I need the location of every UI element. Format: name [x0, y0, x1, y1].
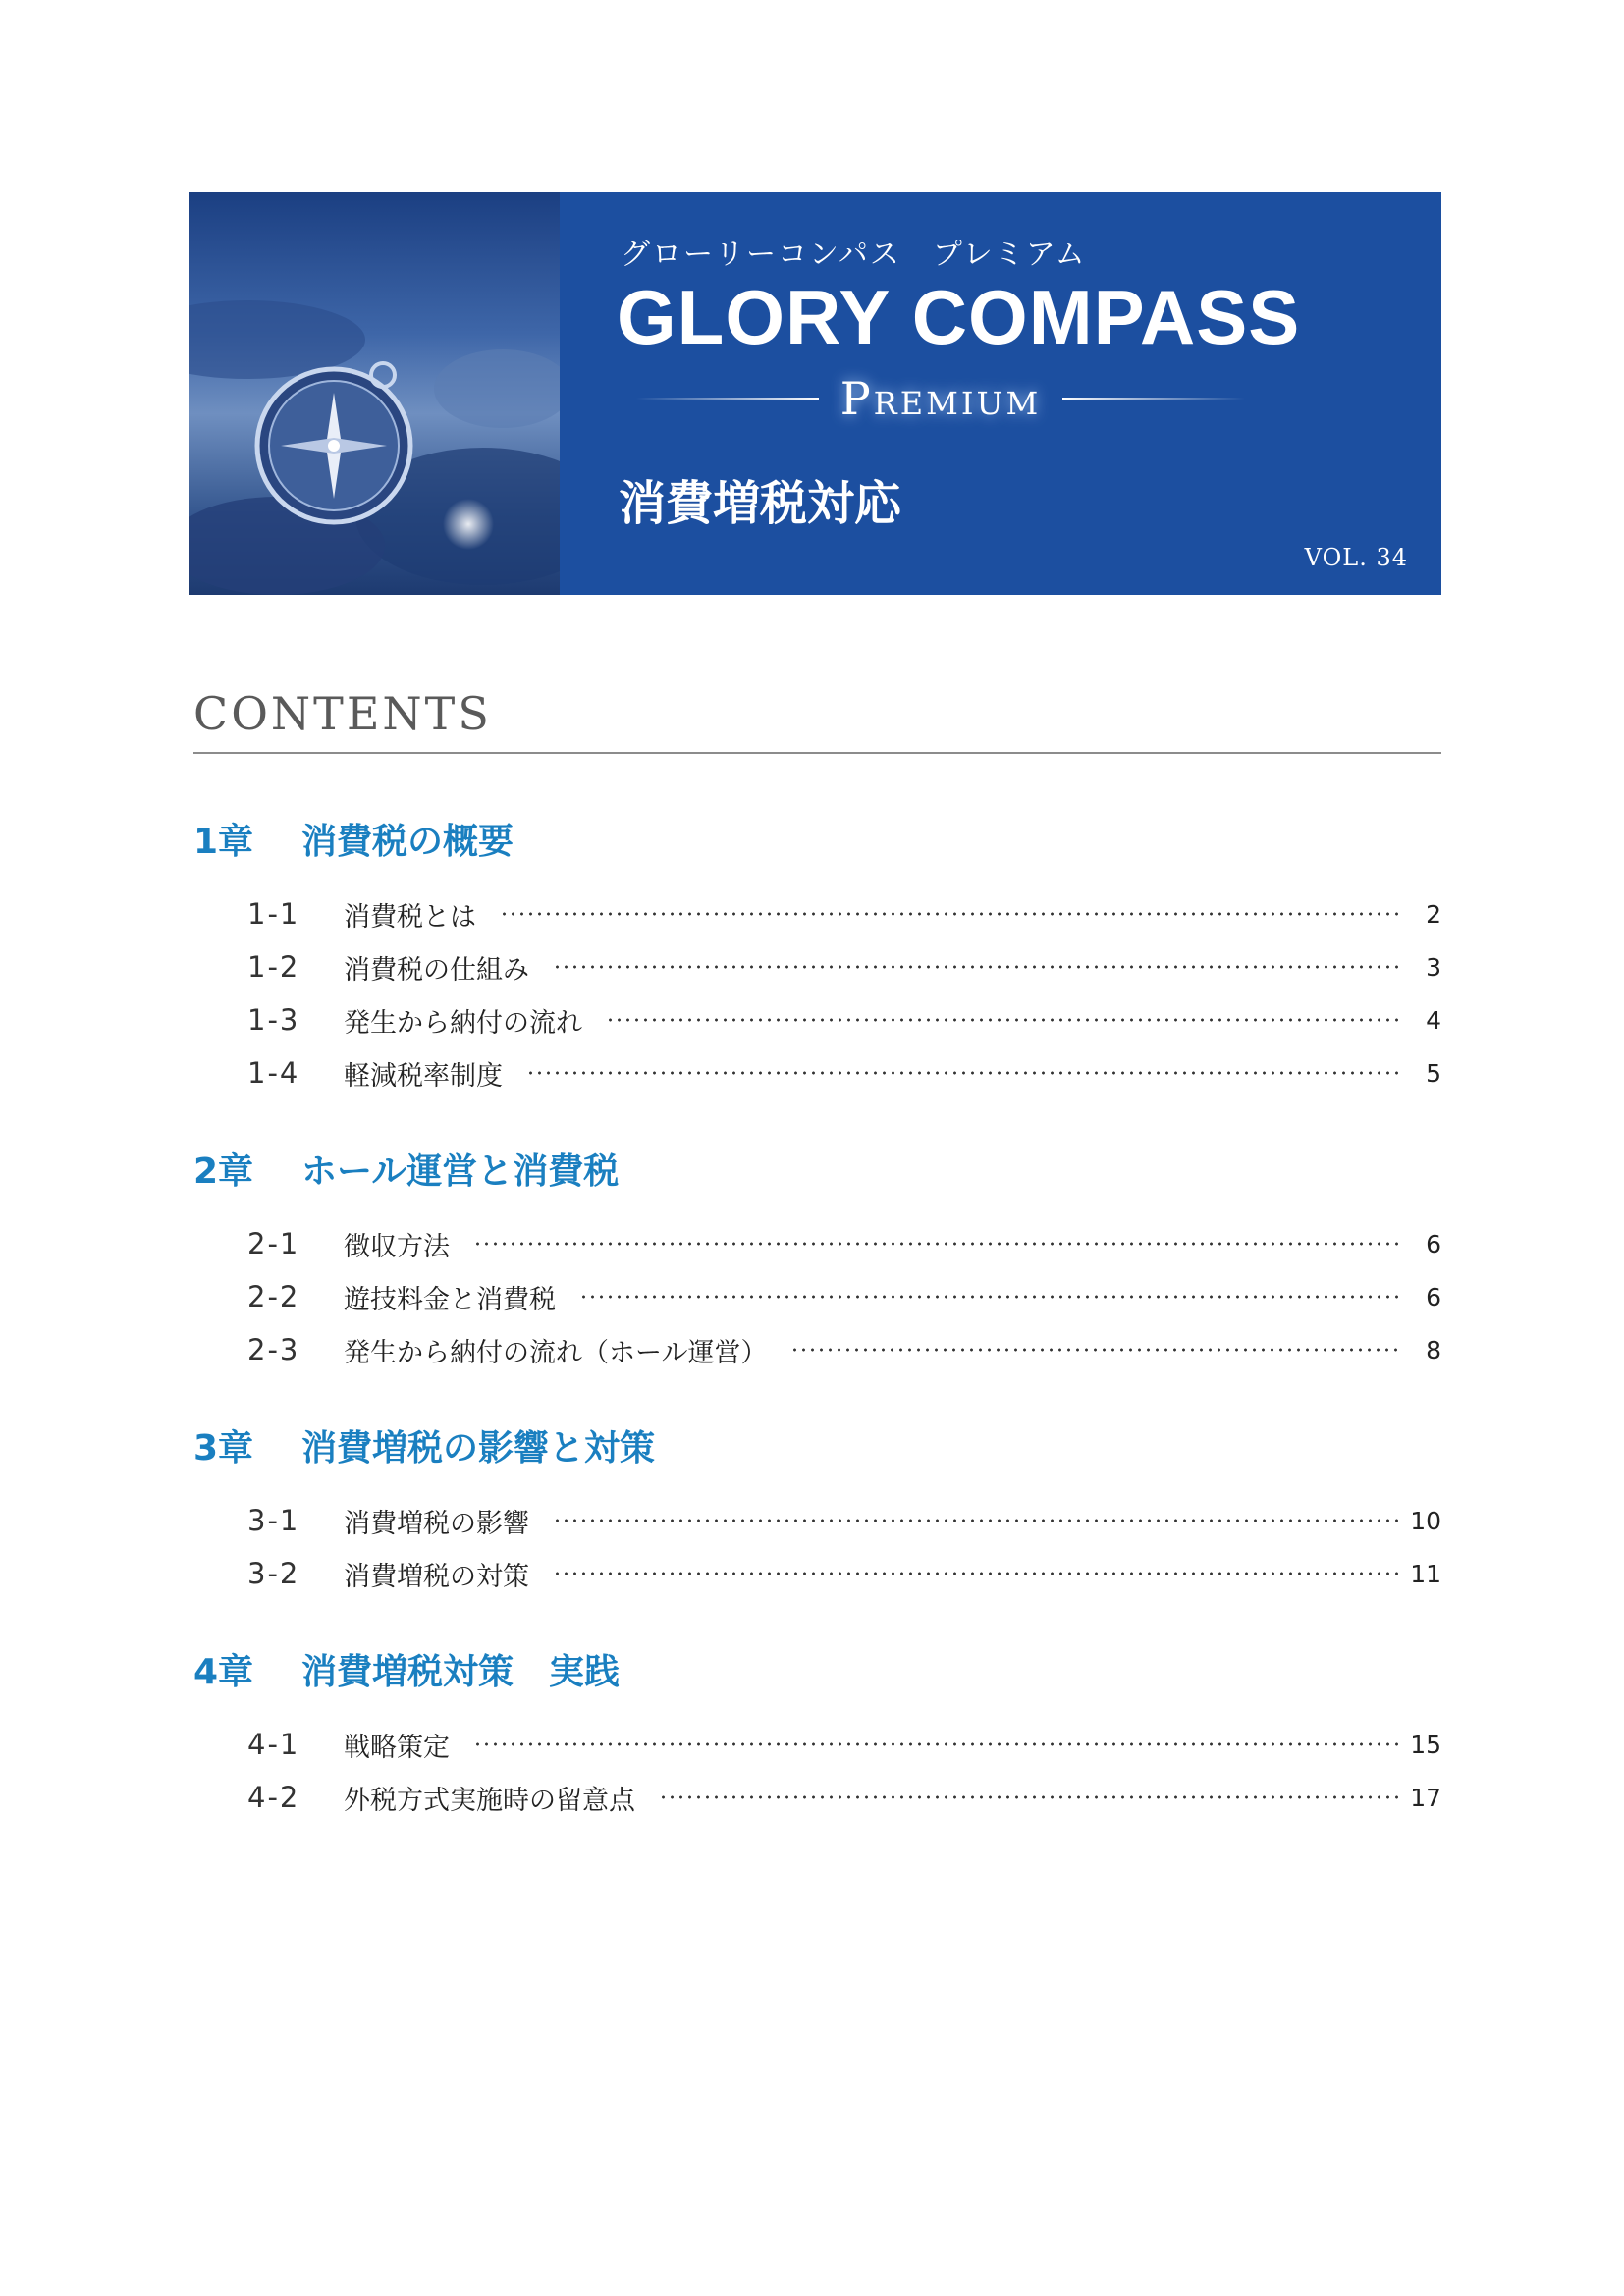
chapter-heading[interactable]	[193, 1127, 1441, 1217]
chapter-heading[interactable]	[193, 797, 1441, 887]
dot-leader	[500, 912, 1398, 916]
dot-leader	[473, 1742, 1398, 1746]
cover-banner	[189, 192, 1441, 595]
divider-right	[1062, 398, 1245, 400]
contents-divider	[193, 752, 1441, 754]
toc-entry[interactable]	[193, 1494, 1441, 1547]
issue-title: 消費増税対応	[619, 476, 902, 531]
chapter-title: ホール運営と消費税	[301, 1151, 620, 1192]
toc-entry[interactable]	[193, 1046, 1441, 1099]
page-number: 2	[1426, 899, 1441, 929]
section-number: 3-1	[247, 1504, 300, 1537]
chapter-heading[interactable]	[193, 1404, 1441, 1494]
dot-leader	[553, 965, 1398, 969]
toc-entry[interactable]	[193, 1718, 1441, 1771]
page-number: 17	[1410, 1783, 1441, 1812]
toc-entry[interactable]	[193, 940, 1441, 993]
page-number: 4	[1426, 1005, 1441, 1035]
chapter-2	[193, 1127, 1441, 1376]
section-number: 4-1	[247, 1728, 300, 1761]
dot-leader	[790, 1348, 1398, 1352]
contents-heading: CONTENTS	[193, 687, 492, 740]
compass-photo	[189, 192, 560, 595]
page-number: 6	[1426, 1229, 1441, 1258]
section-number: 2-2	[247, 1280, 300, 1313]
dot-leader	[579, 1295, 1398, 1299]
section-number: 1-1	[247, 897, 300, 931]
section-title: 消費税とは	[344, 901, 476, 933]
section-title: 軽減税率制度	[344, 1060, 503, 1092]
chapter-title: 消費税の概要	[301, 822, 514, 862]
chapter-heading[interactable]	[193, 1628, 1441, 1718]
section-number: 1-2	[247, 950, 300, 984]
section-title: 徴収方法	[344, 1231, 450, 1262]
section-title: 発生から納付の流れ	[344, 1007, 582, 1039]
section-number: 2-1	[247, 1227, 300, 1260]
divider-left	[636, 398, 819, 400]
section-title: 外税方式実施時の留意点	[344, 1785, 635, 1816]
toc-entry[interactable]	[193, 1270, 1441, 1323]
section-number: 4-2	[247, 1781, 300, 1814]
premium-row	[636, 371, 1245, 426]
chapter-3	[193, 1404, 1441, 1600]
page-number: 8	[1426, 1335, 1441, 1364]
chapter-number: 4章	[193, 1652, 254, 1692]
page-number: 10	[1410, 1506, 1441, 1535]
toc-entry[interactable]	[193, 993, 1441, 1046]
banner-text	[560, 192, 1441, 595]
volume-number: VOL. 34	[1304, 544, 1408, 571]
chapter-1	[193, 797, 1441, 1099]
section-number: 1-3	[247, 1003, 300, 1037]
dot-leader	[659, 1795, 1398, 1799]
toc-entry[interactable]	[193, 887, 1441, 940]
section-number: 3-2	[247, 1557, 300, 1590]
page-number: 15	[1410, 1730, 1441, 1759]
page-number: 5	[1426, 1058, 1441, 1088]
dot-leader	[473, 1242, 1398, 1246]
chapter-title: 消費増税の影響と対策	[301, 1428, 656, 1468]
toc-entry[interactable]	[193, 1547, 1441, 1600]
chapter-number: 1章	[193, 822, 254, 862]
toc-entry[interactable]	[193, 1217, 1441, 1270]
premium-label: Premium	[839, 372, 1042, 425]
section-title: 発生から納付の流れ（ホール運営）	[344, 1337, 768, 1368]
page-number: 6	[1426, 1282, 1441, 1311]
dot-leader	[606, 1018, 1398, 1022]
toc-entry[interactable]	[193, 1771, 1441, 1824]
section-title: 消費増税の影響	[344, 1508, 529, 1539]
chapter-title: 消費増税対策 実践	[301, 1652, 621, 1692]
banner-subtitle: グローリーコンパス プレミアム	[621, 238, 1087, 272]
chapter-number: 3章	[193, 1428, 254, 1468]
banner-title: GLORY COMPASS	[617, 274, 1301, 360]
section-number: 1-4	[247, 1056, 300, 1090]
page-number: 11	[1410, 1559, 1441, 1588]
section-title: 消費増税の対策	[344, 1561, 529, 1592]
table-of-contents	[193, 797, 1441, 1824]
dot-leader	[526, 1071, 1398, 1075]
section-title: 遊技料金と消費税	[344, 1284, 556, 1315]
compass-image	[189, 192, 560, 595]
chapter-number: 2章	[193, 1151, 254, 1192]
section-number: 2-3	[247, 1333, 300, 1366]
section-title: 戦略策定	[344, 1732, 450, 1763]
dot-leader	[553, 1572, 1398, 1575]
section-title: 消費税の仕組み	[344, 954, 529, 986]
chapter-4	[193, 1628, 1441, 1824]
toc-entry[interactable]	[193, 1323, 1441, 1376]
page-number: 3	[1426, 952, 1441, 982]
dot-leader	[553, 1519, 1398, 1522]
